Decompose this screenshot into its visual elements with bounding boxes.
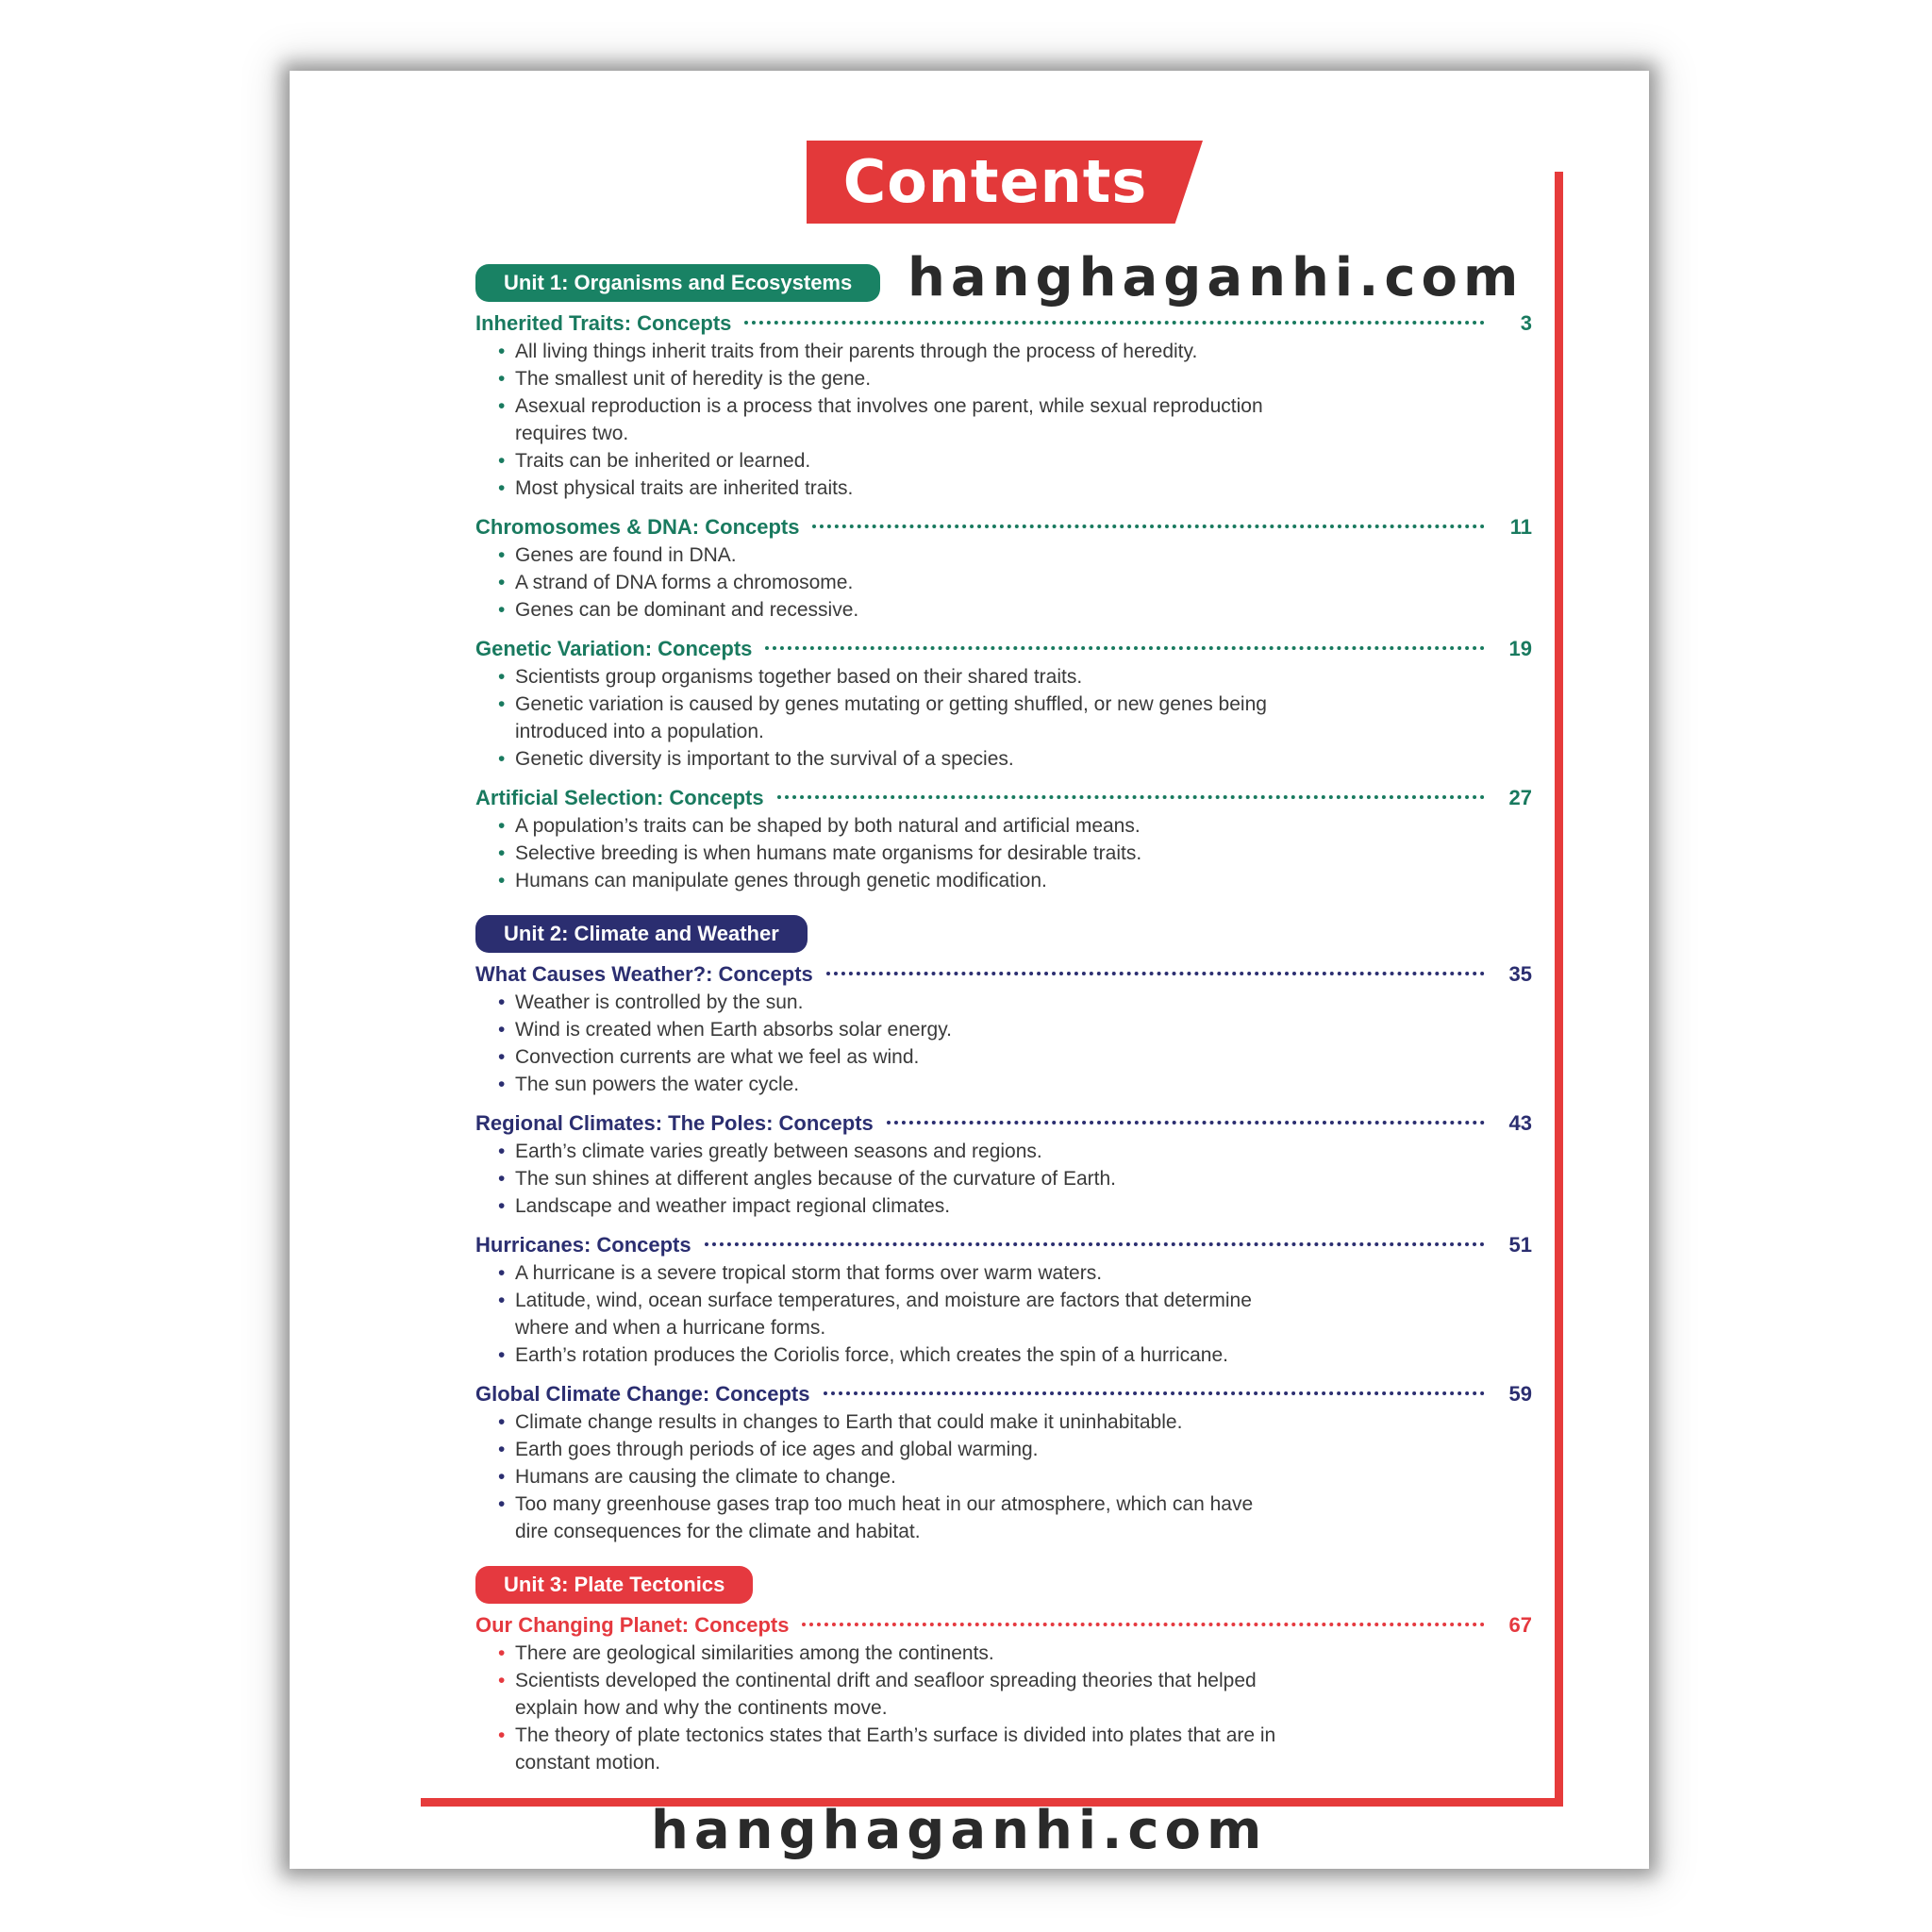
page-number: 35 [1508,962,1532,986]
toc-entry [475,1611,1532,1776]
entry-title: Regional Climates: The Poles: Concepts [475,1111,874,1135]
page-number: 67 [1508,1613,1532,1637]
entry-title: Genetic Variation: Concepts [475,637,753,660]
bullet-item: • There are geological similarities among the continents. [502,1640,1289,1667]
toc-entry [475,1231,1532,1369]
bullet-item: • Genes are found in DNA. [502,541,1289,569]
bullet-item: • Humans can manipulate genes through genetic modification. [502,867,1289,894]
bullet-item: • Most physical traits are inherited traits. [502,475,1289,502]
bullet-item: • Selective breeding is when humans mate organisms for desirable traits. [502,840,1289,867]
unit-1-section [475,264,1532,906]
bullet-item: • The sun powers the water cycle. [502,1071,1289,1098]
page-number: 59 [1508,1382,1532,1406]
toc-entry [475,513,1532,624]
bullet-item: • Weather is controlled by the sun. [502,989,1289,1016]
bullet-item: • Genetic variation is caused by genes mutating or getting shuffled, or new genes being introduced into a population. [502,691,1289,745]
leader-dots [824,1391,1486,1395]
page-number: 19 [1508,637,1532,660]
bullet-item: • Traits can be inherited or learned. [502,447,1289,475]
bullet-item: • A strand of DNA forms a chromosome. [502,569,1289,596]
bullet-item: • Scientists developed the continental drift and seafloor spreading theories that helped explain how and why the continents move. [502,1667,1289,1722]
unit-2-label: Unit 2: Climate and Weather [475,915,808,953]
entry-title: Global Climate Change: Concepts [475,1382,810,1406]
bullet-item: • Wind is created when Earth absorbs solar energy. [502,1016,1289,1043]
unit-3-label: Unit 3: Plate Tectonics [475,1566,753,1604]
bullet-item: • Humans are causing the climate to change. [502,1463,1289,1491]
frame-border-right [1555,172,1563,1807]
toc-entry [475,1380,1532,1545]
leader-dots [802,1623,1485,1626]
bullet-item: • Genetic diversity is important to the survival of a species. [502,745,1289,773]
bullet-item: • A population’s traits can be shaped by both natural and artificial means. [502,812,1289,840]
entry-title: Hurricanes: Concepts [475,1233,691,1257]
bullet-item: • Earth goes through periods of ice ages and global warming. [502,1436,1289,1463]
leader-dots [744,321,1485,325]
page-number: 27 [1508,786,1532,809]
bullet-item: • Earth’s climate varies greatly between seasons and regions. [502,1138,1289,1165]
watermark-top: hanghaganhi.com [908,247,1524,308]
page-number: 51 [1508,1233,1532,1257]
page-title: Contents [842,147,1148,216]
toc-entry [475,784,1532,894]
bullet-item: • Earth’s rotation produces the Coriolis force, which creates the spin of a hurricane. [502,1341,1289,1369]
leader-dots [826,972,1485,975]
bullet-item: • The theory of plate tectonics states that Earth’s surface is divided into plates that are in constant motion. [502,1722,1289,1776]
page-number: 11 [1509,515,1532,539]
entry-title: Chromosomes & DNA: Concepts [475,515,800,539]
bullet-item: • Convection currents are what we feel as wind. [502,1043,1289,1071]
bullet-item: • All living things inherit traits from their parents through the process of heredity. [502,338,1289,365]
leader-dots [777,795,1485,799]
page-number: 3 [1520,311,1532,335]
entry-title: Artificial Selection: Concepts [475,786,764,809]
leader-dots [765,646,1485,650]
entry-title: What Causes Weather?: Concepts [475,962,813,986]
bullet-item: • Too many greenhouse gases trap too much heat in our atmosphere, which can have dire consequences for the climate and habitat. [502,1491,1289,1545]
bullet-item: • The sun shines at different angles because of the curvature of Earth. [502,1165,1289,1192]
bullet-item: • A hurricane is a severe tropical storm that forms over warm waters. [502,1259,1289,1287]
bullet-item: • Latitude, wind, ocean surface temperatures, and moisture are factors that determine where and when a hurricane forms. [502,1287,1289,1341]
unit-2-section [475,915,1532,1557]
bullet-item: • Landscape and weather impact regional climates. [502,1192,1289,1220]
toc-entry [475,635,1532,773]
unit-1-label: Unit 1: Organisms and Ecosystems [475,264,880,302]
bullet-item: • Climate change results in changes to Earth that could make it uninhabitable. [502,1408,1289,1436]
leader-dots [887,1121,1485,1124]
leader-dots [812,525,1485,528]
bullet-item: • Genes can be dominant and recessive. [502,596,1289,624]
page-number: 43 [1508,1111,1532,1135]
unit-3-section [475,1566,1532,1788]
leader-dots [705,1242,1485,1246]
entry-title: Our Changing Planet: Concepts [475,1613,790,1637]
bullet-item: • Scientists group organisms together based on their shared traits. [502,663,1289,691]
toc-entry [475,1109,1532,1220]
toc-entry [475,309,1532,502]
entry-title: Inherited Traits: Concepts [475,311,732,335]
bullet-item: • Asexual reproduction is a process that involves one parent, while sexual reproduction requires two. [502,392,1289,447]
watermark-bottom: hanghaganhi.com [651,1800,1268,1861]
toc-entry [475,960,1532,1098]
bullet-item: • The smallest unit of heredity is the gene. [502,365,1289,392]
